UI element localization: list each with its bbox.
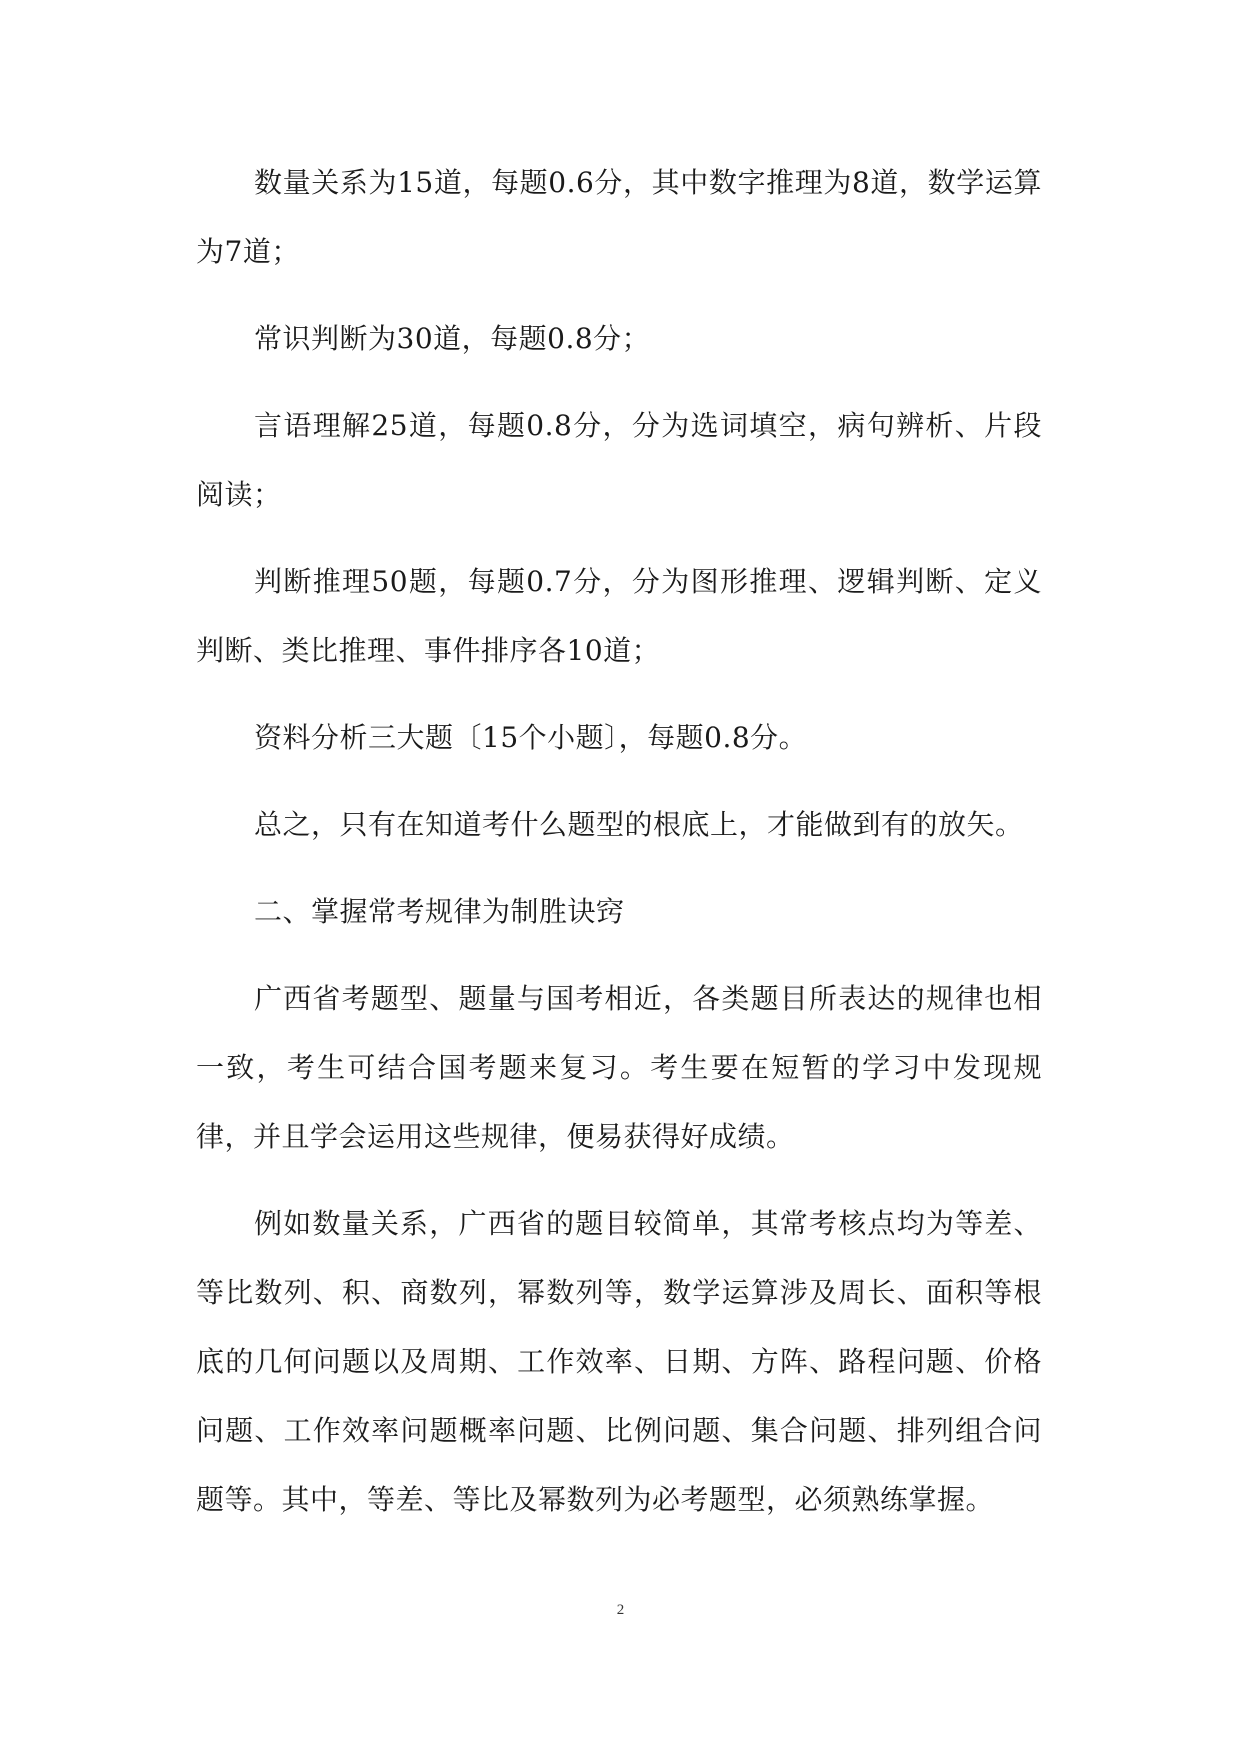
paragraph-quantity-relations: 数量关系为15道，每题0.6分，其中数字推理为8道，数学运算为7道； — [196, 166, 1042, 268]
paragraph-judgment-reasoning: 判断推理50题，每题0.7分，分为图形推理、逻辑判断、定义判断、类比推理、事件排序各10道； — [196, 565, 1042, 667]
paragraph-common-sense: 常识判断为30道，每题0.8分； — [254, 322, 651, 355]
paragraph-summary: 总之，只有在知道考什么题型的根底上，才能做到有的放矢。 — [254, 808, 1024, 841]
paragraph-guangxi-exam: 广西省考题型、题量与国考相近，各类题目所表达的规律也相一致，考生可结合国考题来复习。考生要在短暂的学习中发现规律，并且学会运用这些规律，便易获得好成绩。 — [196, 982, 1042, 1153]
paragraph-example: 例如数量关系，广西省的题目较简单，其常考核点均为等差、等比数列、积、商数列，幂数列等，数学运算涉及周长、面积等根底的几何问题以及周期、工作效率、日期、方阵、路程问题、价格问题、工作效率问题概率问题、比例问题、集合问题、排列组合问题等。其中，等差、等比及幂数列为必考题型，必须熟练掌握。 — [196, 1207, 1042, 1516]
section-heading: 二、掌握常考规律为制胜诀窍 — [254, 895, 625, 928]
paragraph-verbal-comprehension: 言语理解25道，每题0.8分，分为选词填空，病句辨析、片段阅读； — [196, 409, 1042, 511]
page-number: 2 — [616, 1602, 625, 1618]
paragraph-data-analysis: 资料分析三大题〔15个小题〕，每题0.8分。 — [254, 721, 808, 754]
document-body — [196, 148, 1042, 1552]
